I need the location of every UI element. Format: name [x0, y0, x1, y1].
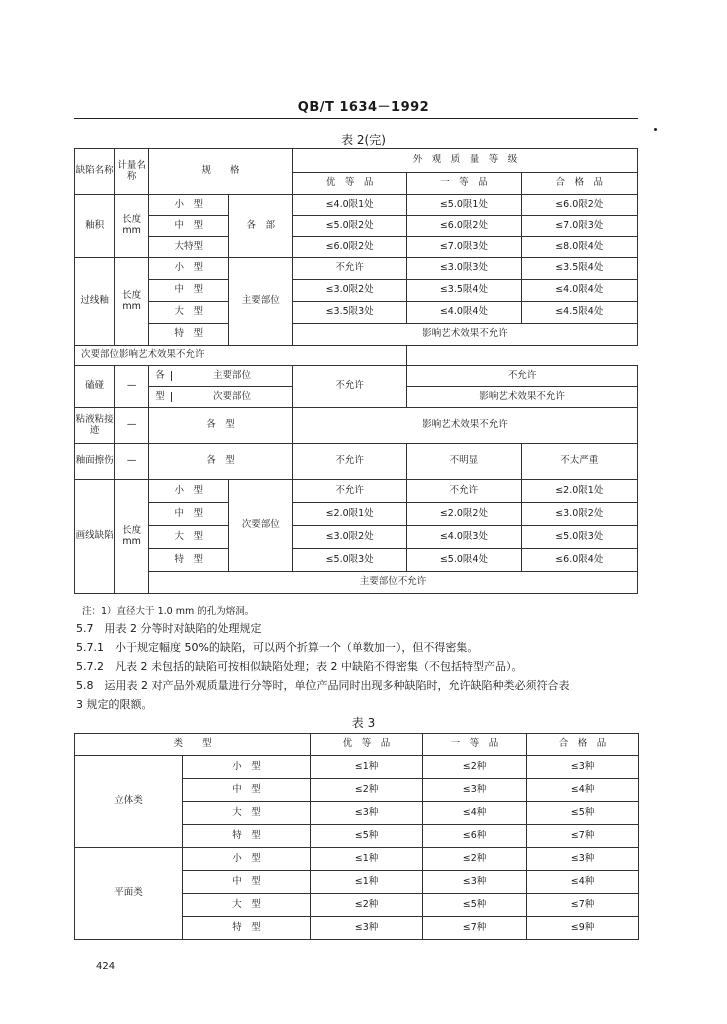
value-cell: ≤6种 — [423, 825, 527, 848]
value-cell: ≤2.0限1处 — [292, 503, 406, 526]
value-cell: ≤5种 — [423, 894, 527, 917]
value-cell: ≤3种 — [423, 871, 527, 894]
para-5-8: 5.8 运用表 2 对产品外观质量进行分等时，单位产品同时出现多种缺陷时，允许缺陷种类必须符合表 — [76, 679, 570, 692]
value-cell: ≤4种 — [527, 779, 639, 802]
table2-footnote: 注：1）直径大于 1.0 mm 的孔为熔洞。 — [82, 606, 255, 617]
defect-glaze-pile: 釉积 — [75, 195, 115, 258]
value-cell: ≤4.0限4处 — [407, 302, 521, 324]
value-cell: 不太严重 — [521, 444, 637, 480]
defect-overflow-glaze: 过线釉 — [75, 258, 115, 346]
value-cell: ≤4.0限4处 — [521, 280, 637, 302]
size-cell: 中 型 — [149, 280, 229, 302]
defect-glaze-stain: 粘液粘接迹 — [75, 408, 115, 444]
size-cell: 特 型 — [149, 549, 229, 572]
value-cell: ≤3.0限2处 — [292, 280, 406, 302]
bump-kind-a: 各 — [149, 371, 172, 382]
value-cell: 不允许 — [292, 258, 406, 280]
col-grade-group: 外 观 质 量 等 级 — [292, 149, 637, 173]
unit-line: 长度mm — [115, 480, 149, 594]
size-cell: 特 型 — [183, 825, 311, 848]
table-3 — [74, 733, 639, 940]
bump-main-cell — [149, 366, 293, 387]
value-cell: ≤2种 — [311, 779, 423, 802]
bump-kind-b: 型 — [149, 392, 172, 403]
value-cell: ≤2种 — [311, 894, 423, 917]
para-5-8-cont: 3 规定的限额。 — [76, 698, 153, 711]
grade-qualified: 合 格 品 — [521, 173, 637, 195]
secondary-note: 次要部位影响艺术效果不允许 — [75, 346, 407, 366]
value-cell: ≤7种 — [423, 917, 527, 940]
bump-main-other: 不允许 — [407, 366, 638, 387]
value-cell: ≤3.0限2处 — [292, 526, 406, 549]
value-cell: ≤4种 — [527, 871, 639, 894]
value-cell: ≤6.0限2处 — [521, 195, 637, 216]
size-cell: 小 型 — [149, 480, 229, 503]
value-cell: ≤7.0限3处 — [407, 237, 521, 258]
grade-superior: 优 等 品 — [292, 173, 406, 195]
value-cell: ≤5种 — [311, 825, 423, 848]
value-cell: ≤2种 — [423, 848, 527, 871]
group-flat: 平面类 — [75, 848, 183, 940]
size-cell: 特 型 — [183, 917, 311, 940]
value-cell: ≤2种 — [423, 756, 527, 779]
value-cell: 不允许 — [407, 480, 521, 503]
size-cell: 中 型 — [149, 216, 229, 237]
value-cell: ≤4.5限4处 — [521, 302, 637, 324]
standard-header: QB/T 1634－1992 — [297, 100, 430, 115]
value-cell: ≤2.0限2处 — [407, 503, 521, 526]
t3-grade-qualified: 合 格 品 — [527, 734, 639, 756]
value-cell: ≤7种 — [527, 894, 639, 917]
position-all: 各 部 — [229, 195, 293, 258]
value-cell: ≤3种 — [423, 779, 527, 802]
para-5-7-1: 5.7.1 小于规定幅度 50%的缺陷，可以两个折算一个（单数加一），但不得密集。 — [76, 641, 479, 654]
special-note: 影响艺术效果不允许 — [292, 324, 637, 346]
size-cell: 大 型 — [183, 894, 311, 917]
unit-bump: — — [115, 366, 149, 408]
value-cell: ≤2.0限1处 — [521, 480, 637, 503]
line-main-note: 主要部位不允许 — [149, 572, 638, 594]
table-2 — [74, 148, 638, 594]
size-cell: 大特型 — [149, 237, 229, 258]
value-cell: ≤1种 — [311, 871, 423, 894]
value-cell: ≤3.5限4处 — [407, 280, 521, 302]
value-cell: ≤5.0限2处 — [292, 216, 406, 237]
header-rule — [74, 118, 638, 119]
value-cell: ≤4种 — [423, 802, 527, 825]
value-cell: ≤3种 — [527, 756, 639, 779]
value-cell: ≤1种 — [311, 848, 423, 871]
value-cell: ≤6.0限2处 — [292, 237, 406, 258]
value-cell: ≤6.0限2处 — [407, 216, 521, 237]
bump-secondary-cell — [149, 387, 293, 408]
value-cell: ≤8.0限4处 — [521, 237, 637, 258]
value-cell: ≤6.0限4处 — [521, 549, 637, 572]
value-cell: 不允许 — [292, 444, 406, 480]
value-cell: ≤3.5限4处 — [521, 258, 637, 280]
bump-col1: 不允许 — [292, 366, 406, 408]
value-cell: ≤3.0限2处 — [521, 503, 637, 526]
value-cell: ≤3种 — [527, 848, 639, 871]
size-cell: 中 型 — [183, 871, 311, 894]
kind-glaze-stain: 各 型 — [149, 408, 293, 444]
value-cell: ≤7.0限3处 — [521, 216, 637, 237]
value-cell: ≤1种 — [311, 756, 423, 779]
value-cell: ≤5.0限4处 — [407, 549, 521, 572]
size-cell: 小 型 — [183, 756, 311, 779]
table2-caption: 表 2(完) — [341, 133, 386, 147]
col-spec: 规 格 — [149, 149, 293, 195]
t3-grade-superior: 优 等 品 — [311, 734, 423, 756]
unit-glaze-stain: — — [115, 408, 149, 444]
value-cell: ≤7种 — [527, 825, 639, 848]
t3-col-type: 类 型 — [75, 734, 311, 756]
value-cell: ≤4.0限3处 — [407, 526, 521, 549]
value-cell: 不允许 — [292, 480, 406, 503]
bump-position-main: 主要部位 — [213, 369, 252, 381]
bump-position-secondary: 次要部位 — [213, 390, 252, 402]
value-cell: 不明显 — [407, 444, 521, 480]
size-cell: 中 型 — [149, 503, 229, 526]
size-cell: 特 型 — [149, 324, 229, 346]
kind-glaze-scratch: 各 型 — [149, 444, 293, 480]
col-unit: 计量名称 — [115, 149, 149, 195]
value-cell: ≤5.0限3处 — [292, 549, 406, 572]
grade-first: 一 等 品 — [407, 173, 521, 195]
bump-secondary-other: 影响艺术效果不允许 — [407, 387, 638, 408]
table3-caption: 表 3 — [351, 716, 376, 730]
size-cell: 中 型 — [183, 779, 311, 802]
value-cell: ≤3.0限3处 — [407, 258, 521, 280]
unit-glaze-scratch: — — [115, 444, 149, 480]
unit-glaze-pile: 长度mm — [115, 195, 149, 258]
defect-line: 画线缺陷 — [75, 480, 115, 594]
size-cell: 大 型 — [149, 526, 229, 549]
size-cell: 大 型 — [183, 802, 311, 825]
para-5-7-2: 5.7.2 凡表 2 未包括的缺陷可按相似缺陷处理；表 2 中缺陷不得密集（不包括特型产品）。 — [76, 660, 523, 673]
size-cell: 小 型 — [149, 195, 229, 216]
value-glaze-stain: 影响艺术效果不允许 — [292, 408, 637, 444]
value-cell: ≤5.0限1处 — [407, 195, 521, 216]
position-main: 主要部位 — [229, 258, 293, 346]
defect-glaze-scratch: 釉面擦伤 — [75, 444, 115, 480]
group-3d: 立体类 — [75, 756, 183, 848]
unit-overflow-glaze: 长度mm — [115, 258, 149, 346]
value-cell: ≤4.0限1处 — [292, 195, 406, 216]
t3-grade-first: 一 等 品 — [423, 734, 527, 756]
defect-bump: 磕碰 — [75, 366, 115, 408]
value-cell: ≤3种 — [311, 802, 423, 825]
value-cell: ≤3.5限3处 — [292, 302, 406, 324]
size-cell: 大 型 — [149, 302, 229, 324]
page-number: 424 — [96, 961, 116, 972]
value-cell: ≤5.0限3处 — [521, 526, 637, 549]
value-cell: ≤9种 — [527, 917, 639, 940]
position-secondary: 次要部位 — [229, 480, 293, 572]
para-5-7: 5.7 用表 2 分等时对缺陷的处理规定 — [76, 622, 262, 635]
value-cell: ≤5种 — [527, 802, 639, 825]
size-cell: 小 型 — [183, 848, 311, 871]
value-cell: ≤3种 — [311, 917, 423, 940]
size-cell: 小 型 — [149, 258, 229, 280]
col-defect-name: 缺陷名称 — [75, 149, 115, 195]
